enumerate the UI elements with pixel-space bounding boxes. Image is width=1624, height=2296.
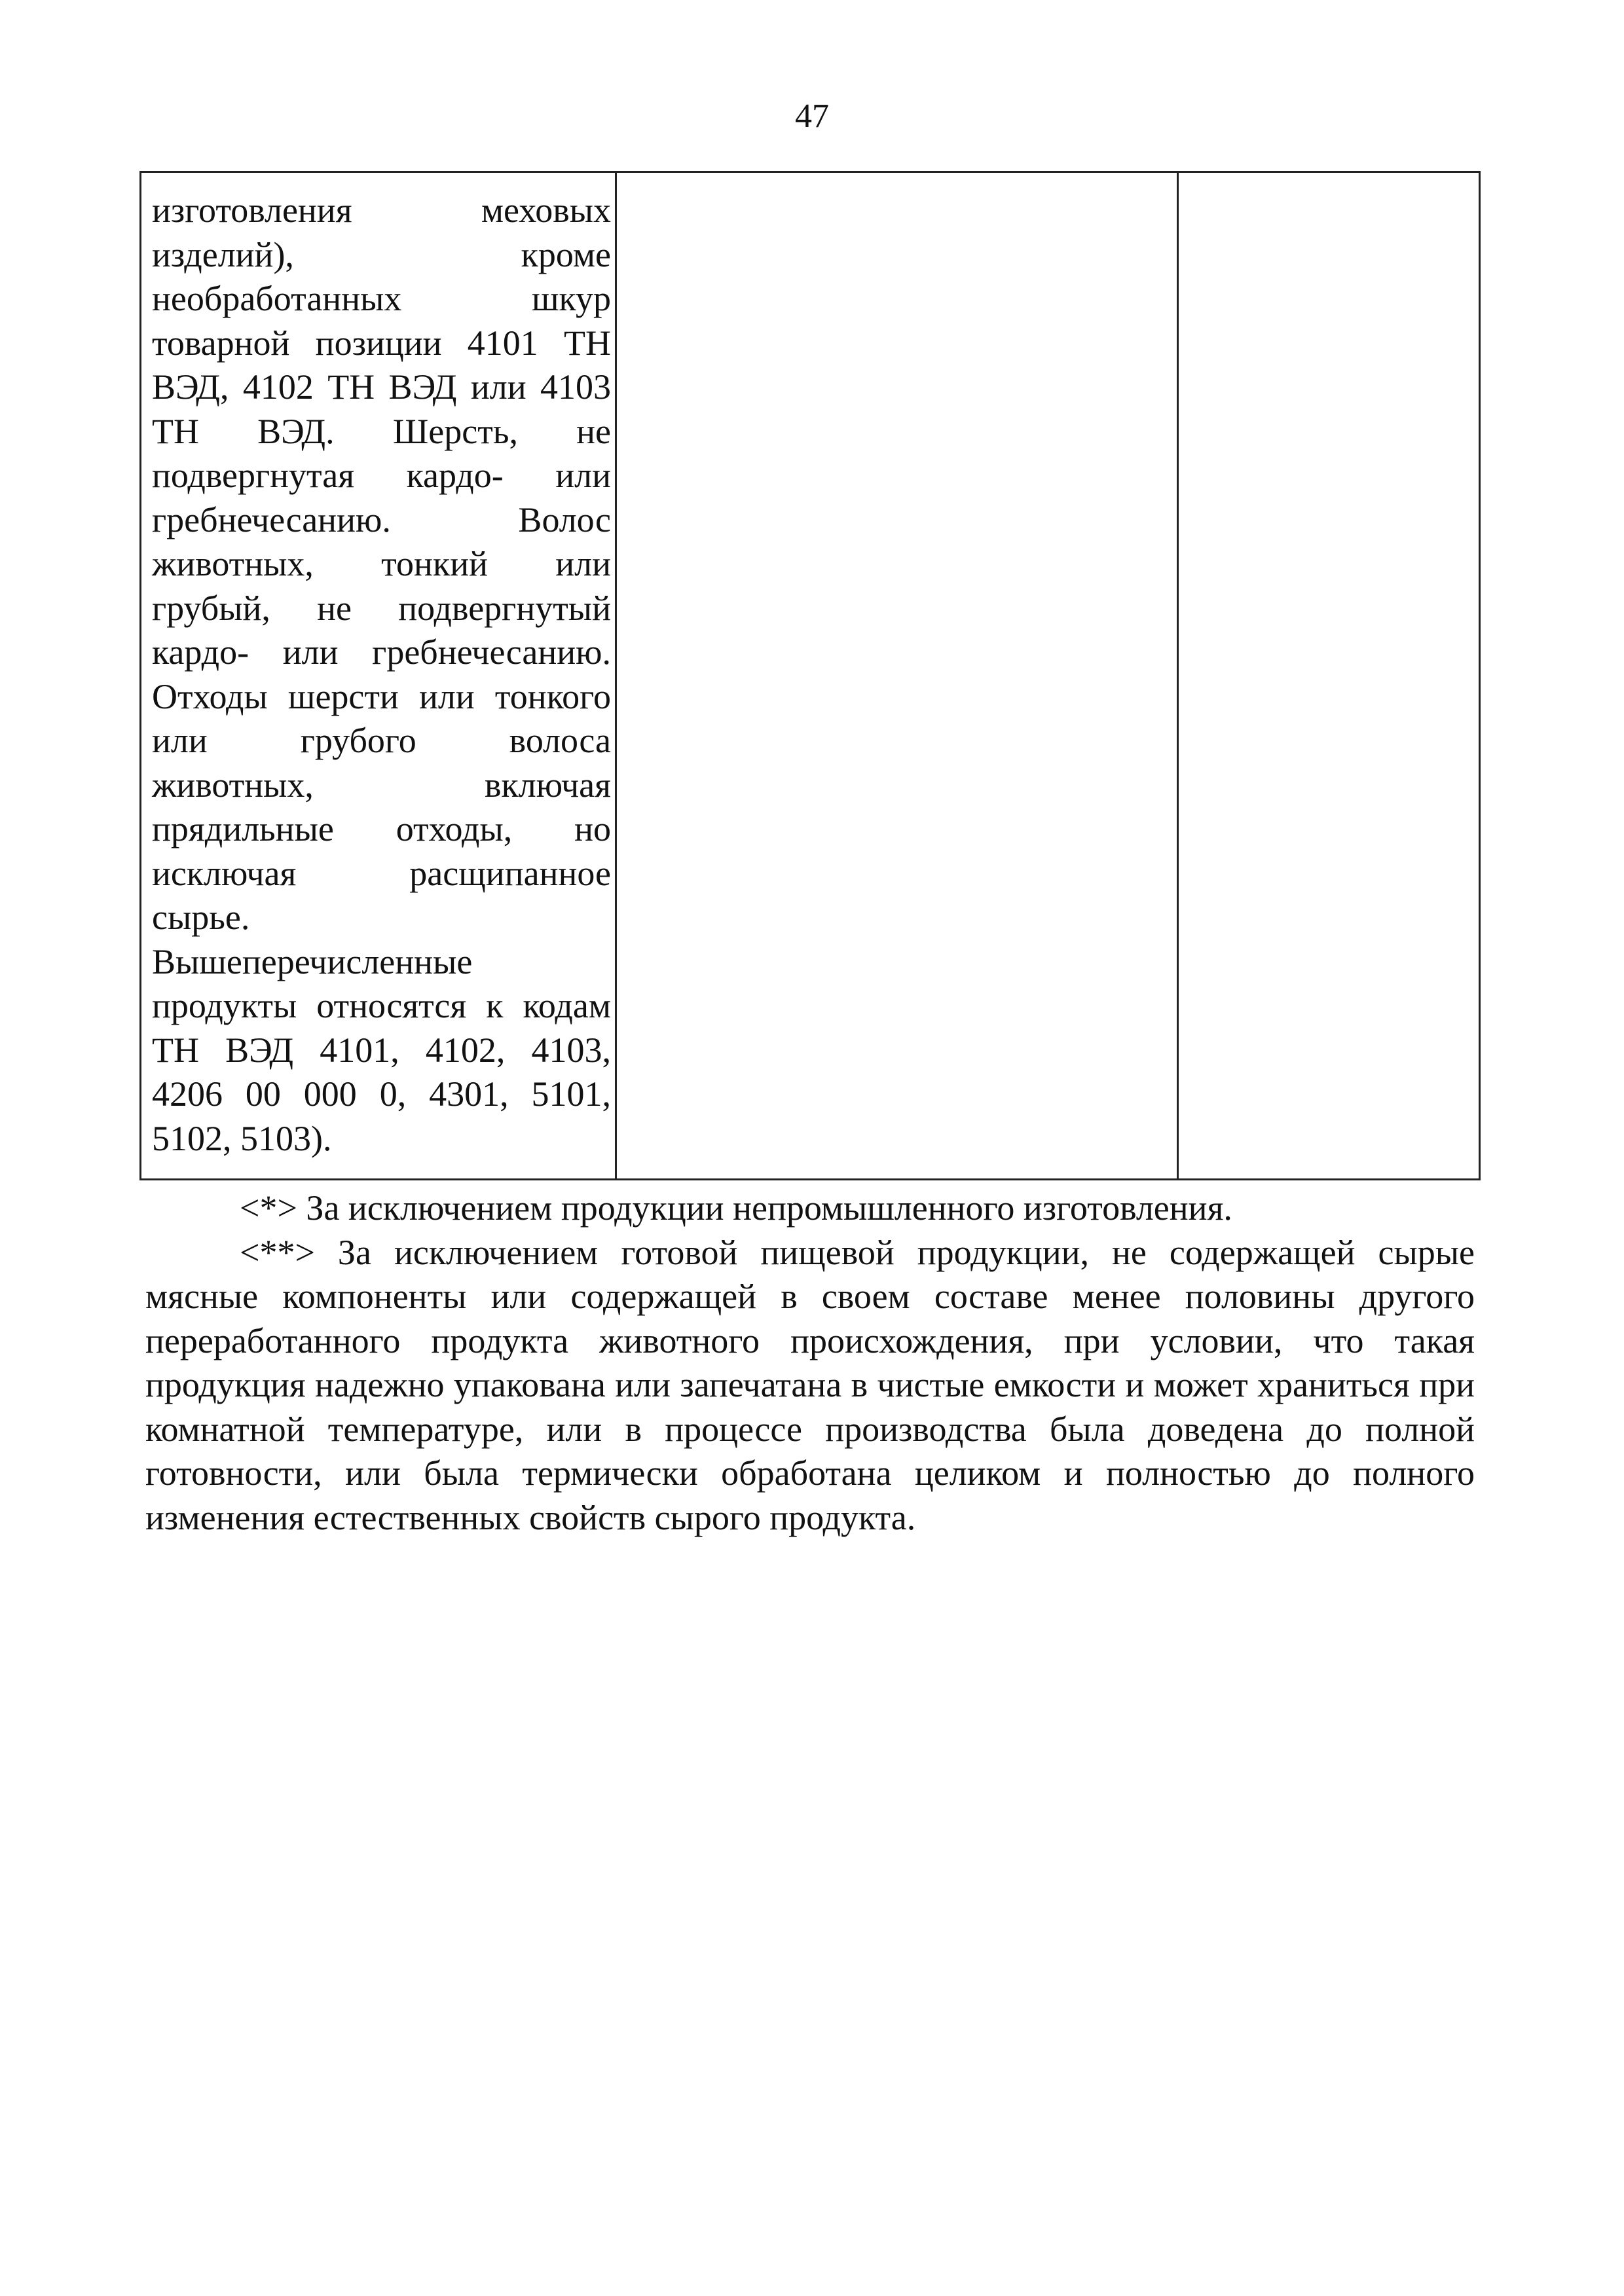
table-cell-empty-3	[1178, 172, 1480, 1180]
page-number: 47	[795, 98, 829, 135]
table-row	[141, 172, 1480, 1180]
description-text: изготовления меховых изделий), кроме необработанных шкур товарной позиции 4101 ТН ВЭД, 4102 ТН ВЭД или 4103 ТН ВЭД. Шерсть, не подвергнутая кардо- или гребнечесанию. Волос животных, тонкий или грубый, не подвергнутый кардо- или гребнечесанию. Отходы шерсти или тонкого или грубого волоса животных, включая прядильные отходы, но исключая расщипанное сырье.	[152, 191, 611, 937]
description-codes-text: Вышеперечисленные продукты относятся к кодам ТН ВЭД 4101, 4102, 4103, 4206 00 000 0, 4301, 5101, 5102, 5103).	[152, 941, 611, 1158]
footnote-double-asterisk: <**> За исключением готовой пищевой продукции, не содержащей сырые мясные компоненты или содержащей в своем составе менее половины другого переработанного продукта животного происхождения, при условии, что такая продукция надежно упакована или запечатана в чистые емкости и может храниться при комнатной температуре, или в процессе производства была доведена до полной готовности, или была термически обработана целиком и полностью до полного изменения естественных свойств сырого продукта.	[145, 1232, 1475, 1537]
table-cell-empty-2	[616, 172, 1178, 1180]
table-cell-description	[141, 172, 616, 1180]
table-cell-2-text	[617, 173, 1177, 189]
product-table	[139, 171, 1481, 1180]
footnotes	[145, 1186, 1475, 1540]
table-cell-3-text	[1179, 173, 1479, 189]
footnote-single-asterisk: <*> За исключением продукции непромышленного изготовления.	[240, 1188, 1232, 1228]
